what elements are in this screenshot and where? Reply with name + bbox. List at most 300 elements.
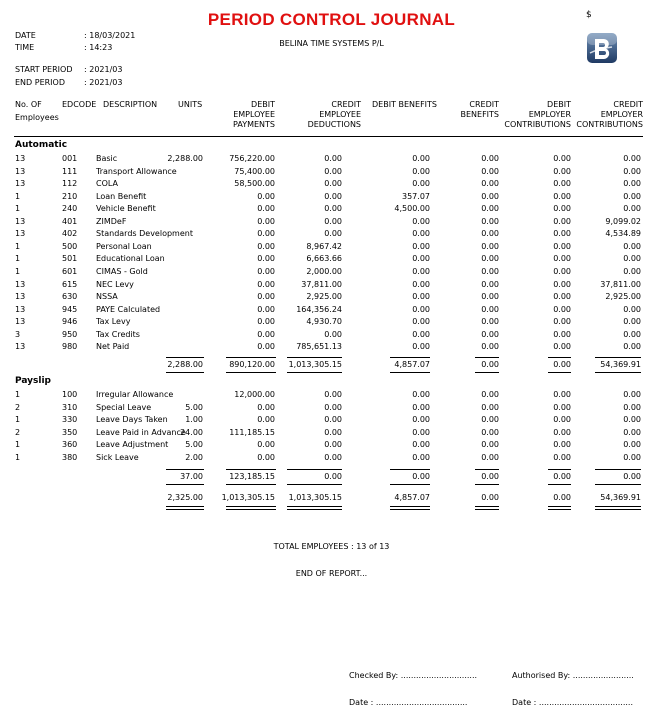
cell-debit-employer-contrib: 0.00 <box>553 472 571 481</box>
cell-no: 1 <box>15 241 21 251</box>
cell-credit-benefits: 0.00 <box>481 472 499 481</box>
cell-no: 1 <box>15 390 21 399</box>
table-row <box>0 204 663 216</box>
header-divider <box>14 136 643 137</box>
col-dec-line3: CONTRIBUTIONS <box>504 120 571 129</box>
col-dep-line3: PAYMENTS <box>233 120 275 129</box>
cell-units: 24.00 <box>180 427 203 437</box>
cell-credit-employer-contrib: 0.00 <box>623 329 641 339</box>
cell-edcode: 330 <box>62 415 78 425</box>
col-no-line1: No. OF <box>15 100 42 109</box>
cell-no: 1 <box>15 254 21 264</box>
col-debit-benefits: DEBIT BENEFITS <box>372 100 437 109</box>
cell-credit-emp-deductions: 0.00 <box>324 452 342 462</box>
cell-credit-benefits: 0.00 <box>481 415 499 425</box>
total-rule <box>226 484 276 485</box>
cell-description: COLA <box>96 179 118 189</box>
cell-debit-employer-contrib: 0.00 <box>553 329 571 339</box>
cell-description: Tax Levy <box>96 317 131 327</box>
cell-credit-emp-deductions: 8,967.42 <box>306 241 342 251</box>
cell-no: 2 <box>15 427 21 437</box>
cell-description: Sick Leave <box>96 452 139 462</box>
total-rule <box>548 372 571 373</box>
cell-description: Personal Loan <box>96 241 152 251</box>
col-dep-line1: DEBIT <box>251 100 275 109</box>
cell-no: 13 <box>15 179 26 189</box>
total-rule <box>287 484 342 485</box>
cell-units: 2,288.00 <box>167 360 203 369</box>
cell-description: Leave Paid in Advance <box>96 427 186 437</box>
cell-credit-emp-deductions: 1,013,305.15 <box>288 493 342 502</box>
total-rule <box>475 469 499 470</box>
cell-debit-benefits: 0.00 <box>412 440 430 450</box>
total-rule <box>595 469 641 470</box>
cell-debit-benefits: 0.00 <box>412 279 430 289</box>
cell-debit-employer-contrib: 0.00 <box>553 440 571 450</box>
end-period-value: : 2021/03 <box>84 78 123 87</box>
table-row <box>0 179 663 191</box>
col-dec-line1: DEBIT <box>547 100 571 109</box>
cell-no: 13 <box>15 154 26 163</box>
col-cb-line1: CREDIT <box>469 100 499 109</box>
cell-edcode: 401 <box>62 216 78 226</box>
cell-credit-emp-deductions: 0.00 <box>324 216 342 226</box>
cell-debit-benefits: 0.00 <box>412 241 430 251</box>
cell-debit-employer-contrib: 0.00 <box>553 304 571 314</box>
total-rule <box>390 509 430 510</box>
cell-credit-employer-contrib: 0.00 <box>623 342 641 352</box>
table-row <box>0 305 663 317</box>
cell-credit-emp-deductions: 6,663.66 <box>306 254 342 264</box>
cell-debit-employer-contrib: 0.00 <box>553 279 571 289</box>
cell-edcode: 360 <box>62 440 78 450</box>
cell-edcode: 630 <box>62 292 78 302</box>
cell-units: 2,288.00 <box>167 154 203 163</box>
cell-credit-emp-deductions: 0.00 <box>324 402 342 412</box>
cell-credit-employer-contrib: 0.00 <box>623 390 641 399</box>
cell-no: 13 <box>15 342 26 352</box>
total-rule <box>226 506 276 507</box>
cell-credit-benefits: 0.00 <box>481 427 499 437</box>
total-rule <box>390 506 430 507</box>
cell-debit-benefits: 357.07 <box>402 191 430 201</box>
cell-credit-benefits: 0.00 <box>481 342 499 352</box>
cell-no: 3 <box>15 329 21 339</box>
cell-debit-emp-payments: 0.00 <box>257 266 275 276</box>
table-row <box>0 390 663 402</box>
table-row <box>0 192 663 204</box>
cell-description: Leave Adjustment <box>96 440 169 450</box>
table-row <box>0 342 663 354</box>
cell-debit-employer-contrib: 0.00 <box>553 229 571 239</box>
cell-credit-emp-deductions: 1,013,305.15 <box>288 360 342 369</box>
cell-credit-emp-deductions: 2,000.00 <box>306 266 342 276</box>
col-debit-employee-payments <box>233 100 275 130</box>
table-row <box>0 403 663 415</box>
total-rule <box>475 372 499 373</box>
cell-no: 13 <box>15 216 26 226</box>
cell-credit-employer-contrib: 54,369.91 <box>600 493 641 502</box>
cell-description: CIMAS - Gold <box>96 266 148 276</box>
table-row <box>0 280 663 292</box>
cell-debit-emp-payments: 0.00 <box>257 317 275 327</box>
cell-credit-emp-deductions: 164,356.24 <box>296 304 342 314</box>
report-title: PERIOD CONTROL JOURNAL <box>207 10 456 29</box>
cell-credit-benefits: 0.00 <box>481 204 499 214</box>
cell-edcode: 615 <box>62 279 78 289</box>
cell-credit-emp-deductions: 4,930.70 <box>306 317 342 327</box>
total-rule <box>475 509 499 510</box>
total-rule <box>287 506 342 507</box>
col-dep-line2: EMPLOYEE <box>233 110 275 119</box>
col-ced-line2: EMPLOYEE <box>319 110 361 119</box>
cell-no: 1 <box>15 415 21 425</box>
total-rule <box>390 372 430 373</box>
cell-credit-emp-deductions: 37,811.00 <box>301 279 342 289</box>
authorised-date: Date : ..................................... <box>512 698 633 707</box>
cell-debit-employer-contrib: 0.00 <box>553 415 571 425</box>
cell-credit-employer-contrib: 0.00 <box>623 154 641 163</box>
total-rule <box>287 509 342 510</box>
currency-symbol: $ <box>586 10 592 20</box>
total-rule <box>166 469 204 470</box>
cell-debit-benefits: 4,857.07 <box>394 360 430 369</box>
table-row <box>0 453 663 465</box>
start-period-value: : 2021/03 <box>84 65 123 74</box>
table-row <box>0 292 663 304</box>
cell-debit-emp-payments: 0.00 <box>257 216 275 226</box>
cell-debit-emp-payments: 1,013,305.15 <box>221 493 275 502</box>
cell-units: 37.00 <box>180 472 203 481</box>
cell-credit-benefits: 0.00 <box>481 304 499 314</box>
cell-credit-emp-deductions: 0.00 <box>324 440 342 450</box>
total-rule <box>595 372 641 373</box>
cell-credit-benefits: 0.00 <box>481 154 499 163</box>
cell-credit-employer-contrib: 0.00 <box>623 191 641 201</box>
cell-edcode: 210 <box>62 191 78 201</box>
cell-credit-benefits: 0.00 <box>481 216 499 226</box>
cell-debit-emp-payments: 0.00 <box>257 292 275 302</box>
subtotal-row <box>0 360 663 372</box>
col-cec-line3: CONTRIBUTIONS <box>576 120 643 129</box>
cell-credit-employer-contrib: 2,925.00 <box>605 292 641 302</box>
cell-credit-employer-contrib: 0.00 <box>623 317 641 327</box>
cell-credit-employer-contrib: 0.00 <box>623 241 641 251</box>
cell-credit-emp-deductions: 0.00 <box>324 204 342 214</box>
date-label: DATE <box>15 31 36 40</box>
cell-credit-employer-contrib: 54,369.91 <box>600 360 641 369</box>
cell-credit-benefits: 0.00 <box>481 254 499 264</box>
cell-no: 1 <box>15 204 21 214</box>
cell-credit-emp-deductions: 0.00 <box>324 329 342 339</box>
cell-edcode: 350 <box>62 427 78 437</box>
cell-units: 5.00 <box>185 440 203 450</box>
cell-no: 13 <box>15 229 26 239</box>
cell-edcode: 980 <box>62 342 78 352</box>
col-ced-line3: DEDUCTIONS <box>307 120 361 129</box>
cell-credit-employer-contrib: 4,534.89 <box>605 229 641 239</box>
authorised-by: Authorised By: ........................ <box>512 671 634 680</box>
cell-credit-employer-contrib: 0.00 <box>623 415 641 425</box>
cell-edcode: 601 <box>62 266 78 276</box>
col-no-employees <box>15 100 59 123</box>
cell-credit-emp-deductions: 0.00 <box>324 229 342 239</box>
cell-credit-employer-contrib: 0.00 <box>623 440 641 450</box>
cell-debit-benefits: 0.00 <box>412 415 430 425</box>
cell-debit-employer-contrib: 0.00 <box>553 266 571 276</box>
col-credit-employer-contributions <box>576 100 643 130</box>
cell-debit-employer-contrib: 0.00 <box>553 292 571 302</box>
cell-edcode: 240 <box>62 204 78 214</box>
cell-credit-benefits: 0.00 <box>481 402 499 412</box>
total-rule <box>595 357 641 358</box>
cell-edcode: 380 <box>62 452 78 462</box>
cell-edcode: 950 <box>62 329 78 339</box>
cell-edcode: 946 <box>62 317 78 327</box>
cell-debit-emp-payments: 756,220.00 <box>229 154 275 163</box>
table-row <box>0 167 663 179</box>
cell-no: 13 <box>15 304 26 314</box>
cell-units: 5.00 <box>185 402 203 412</box>
col-units: UNITS <box>178 100 203 109</box>
cell-debit-emp-payments: 0.00 <box>257 254 275 264</box>
cell-credit-emp-deductions: 0.00 <box>324 154 342 163</box>
cell-debit-employer-contrib: 0.00 <box>553 191 571 201</box>
cell-debit-benefits: 0.00 <box>412 154 430 163</box>
cell-debit-employer-contrib: 0.00 <box>553 452 571 462</box>
cell-debit-emp-payments: 0.00 <box>257 402 275 412</box>
cell-debit-benefits: 0.00 <box>412 317 430 327</box>
cell-units: 2.00 <box>185 452 203 462</box>
cell-debit-employer-contrib: 0.00 <box>553 493 571 502</box>
cell-no: 13 <box>15 279 26 289</box>
cell-debit-employer-contrib: 0.00 <box>553 166 571 176</box>
cell-debit-benefits: 0.00 <box>412 304 430 314</box>
total-rule <box>548 357 571 358</box>
col-ced-line1: CREDIT <box>331 100 361 109</box>
total-rule <box>166 509 204 510</box>
total-rule <box>226 372 276 373</box>
total-rule <box>475 357 499 358</box>
cell-credit-benefits: 0.00 <box>481 452 499 462</box>
cell-credit-emp-deductions: 0.00 <box>324 427 342 437</box>
total-rule <box>287 372 342 373</box>
col-dec-line2: EMPLOYER <box>528 110 571 119</box>
cell-credit-benefits: 0.00 <box>481 329 499 339</box>
col-description: DESCRIPTION <box>103 100 158 109</box>
table-row <box>0 428 663 440</box>
cell-credit-emp-deductions: 2,925.00 <box>306 292 342 302</box>
cell-description: Tax Credits <box>96 329 140 339</box>
cell-credit-emp-deductions: 0.00 <box>324 179 342 189</box>
cell-debit-employer-contrib: 0.00 <box>553 179 571 189</box>
cell-debit-benefits: 0.00 <box>412 342 430 352</box>
cell-description: NSSA <box>96 292 118 302</box>
cell-credit-benefits: 0.00 <box>481 440 499 450</box>
cell-debit-employer-contrib: 0.00 <box>553 342 571 352</box>
cell-credit-employer-contrib: 0.00 <box>623 179 641 189</box>
cell-no: 1 <box>15 191 21 201</box>
total-rule <box>595 509 641 510</box>
table-row <box>0 217 663 229</box>
time-label: TIME <box>15 43 35 52</box>
total-employees: TOTAL EMPLOYEES : 13 of 13 <box>273 542 390 551</box>
cell-credit-benefits: 0.00 <box>481 493 499 502</box>
cell-debit-emp-payments: 123,185.15 <box>229 472 275 481</box>
table-row <box>0 440 663 452</box>
cell-debit-emp-payments: 0.00 <box>257 452 275 462</box>
grand-total-row <box>0 493 663 505</box>
cell-credit-benefits: 0.00 <box>481 229 499 239</box>
start-period-label: START PERIOD <box>15 65 73 74</box>
cell-credit-employer-contrib: 0.00 <box>623 427 641 437</box>
col-credit-employee-deductions <box>308 100 361 130</box>
cell-debit-benefits: 0.00 <box>412 166 430 176</box>
total-rule <box>390 469 430 470</box>
cell-edcode: 112 <box>62 179 78 189</box>
time-value: : 14:23 <box>84 43 113 52</box>
table-row <box>0 267 663 279</box>
cell-credit-benefits: 0.00 <box>481 360 499 369</box>
cell-debit-employer-contrib: 0.00 <box>553 241 571 251</box>
total-rule <box>475 484 499 485</box>
cell-edcode: 111 <box>62 166 78 176</box>
belina-logo-icon <box>586 32 618 64</box>
cell-debit-employer-contrib: 0.00 <box>553 216 571 226</box>
table-row <box>0 154 663 166</box>
cell-credit-employer-contrib: 37,811.00 <box>600 279 641 289</box>
cell-credit-employer-contrib: 0.00 <box>623 304 641 314</box>
total-rule <box>287 357 342 358</box>
cell-debit-emp-payments: 0.00 <box>257 229 275 239</box>
total-rule <box>287 469 342 470</box>
cell-debit-emp-payments: 0.00 <box>257 279 275 289</box>
total-rule <box>166 484 204 485</box>
cell-description: Vehicle Benefit <box>96 204 156 214</box>
total-rule <box>226 469 276 470</box>
col-cb-line2: BENEFITS <box>460 110 499 119</box>
cell-description: Transport Allowance <box>96 166 177 176</box>
cell-description: Basic <box>96 154 118 163</box>
cell-edcode: 001 <box>62 154 78 163</box>
cell-units: 1.00 <box>185 415 203 425</box>
cell-debit-employer-contrib: 0.00 <box>553 427 571 437</box>
cell-no: 1 <box>15 440 21 450</box>
cell-debit-employer-contrib: 0.00 <box>553 317 571 327</box>
cell-credit-emp-deductions: 0.00 <box>324 472 342 481</box>
cell-edcode: 500 <box>62 241 78 251</box>
total-rule <box>548 484 571 485</box>
company-name: BELINA TIME SYSTEMS P/L <box>279 39 384 48</box>
cell-debit-emp-payments: 0.00 <box>257 342 275 352</box>
cell-edcode: 501 <box>62 254 78 264</box>
cell-debit-benefits: 0.00 <box>412 254 430 264</box>
cell-debit-emp-payments: 0.00 <box>257 440 275 450</box>
total-rule <box>226 357 276 358</box>
table-row <box>0 242 663 254</box>
cell-debit-emp-payments: 0.00 <box>257 204 275 214</box>
cell-credit-emp-deductions: 0.00 <box>324 166 342 176</box>
cell-debit-benefits: 0.00 <box>412 292 430 302</box>
cell-credit-employer-contrib: 0.00 <box>623 254 641 264</box>
cell-debit-benefits: 0.00 <box>412 266 430 276</box>
table-row <box>0 317 663 329</box>
checked-by: Checked By: .............................. <box>349 671 478 680</box>
cell-debit-benefits: 0.00 <box>412 452 430 462</box>
cell-debit-employer-contrib: 0.00 <box>553 360 571 369</box>
cell-debit-emp-payments: 0.00 <box>257 241 275 251</box>
cell-credit-benefits: 0.00 <box>481 292 499 302</box>
total-rule <box>595 506 641 507</box>
cell-credit-employer-contrib: 0.00 <box>623 266 641 276</box>
total-rule <box>226 509 276 510</box>
cell-credit-benefits: 0.00 <box>481 279 499 289</box>
cell-credit-benefits: 0.00 <box>481 179 499 189</box>
col-credit-benefits <box>460 100 499 120</box>
cell-credit-benefits: 0.00 <box>481 166 499 176</box>
cell-debit-emp-payments: 0.00 <box>257 329 275 339</box>
col-edcode: EDCODE <box>62 100 97 109</box>
cell-debit-emp-payments: 111,185.15 <box>229 427 275 437</box>
cell-credit-benefits: 0.00 <box>481 241 499 251</box>
col-cec-line1: CREDIT <box>613 100 643 109</box>
cell-credit-benefits: 0.00 <box>481 266 499 276</box>
subtotal-row <box>0 472 663 484</box>
cell-credit-employer-contrib: 0.00 <box>623 166 641 176</box>
cell-description: Loan Benefit <box>96 191 147 201</box>
col-cec-line2: EMPLOYER <box>600 110 643 119</box>
cell-description: ZIMDeF <box>96 216 127 226</box>
end-period-label: END PERIOD <box>15 78 65 87</box>
col-debit-employer-contributions <box>504 100 571 130</box>
total-rule <box>548 506 571 507</box>
cell-debit-benefits: 0.00 <box>412 216 430 226</box>
cell-credit-employer-contrib: 9,099.02 <box>605 216 641 226</box>
cell-no: 13 <box>15 317 26 327</box>
total-rule <box>166 372 204 373</box>
cell-credit-emp-deductions: 785,651.13 <box>296 342 342 352</box>
cell-debit-emp-payments: 0.00 <box>257 304 275 314</box>
cell-description: Net Paid <box>96 342 130 352</box>
cell-credit-benefits: 0.00 <box>481 390 499 399</box>
table-row <box>0 415 663 427</box>
cell-no: 1 <box>15 266 21 276</box>
cell-edcode: 402 <box>62 229 78 239</box>
cell-edcode: 100 <box>62 390 78 399</box>
section-title-payslip: Payslip <box>15 376 51 386</box>
cell-description: PAYE Calculated <box>96 304 161 314</box>
cell-debit-employer-contrib: 0.00 <box>553 154 571 163</box>
cell-debit-employer-contrib: 0.00 <box>553 254 571 264</box>
cell-credit-benefits: 0.00 <box>481 317 499 327</box>
total-rule <box>595 484 641 485</box>
total-rule <box>390 357 430 358</box>
total-rule <box>475 506 499 507</box>
cell-description: NEC Levy <box>96 279 134 289</box>
end-of-report: END OF REPORT... <box>295 569 368 578</box>
cell-debit-emp-payments: 75,400.00 <box>234 166 275 176</box>
cell-debit-emp-payments: 890,120.00 <box>229 360 275 369</box>
cell-credit-employer-contrib: 0.00 <box>623 472 641 481</box>
total-rule <box>548 509 571 510</box>
cell-debit-emp-payments: 58,500.00 <box>234 179 275 189</box>
cell-debit-benefits: 0.00 <box>412 427 430 437</box>
cell-no: 2 <box>15 402 21 412</box>
cell-debit-emp-payments: 0.00 <box>257 191 275 201</box>
cell-no: 13 <box>15 166 26 176</box>
cell-debit-employer-contrib: 0.00 <box>553 390 571 399</box>
cell-credit-emp-deductions: 0.00 <box>324 415 342 425</box>
